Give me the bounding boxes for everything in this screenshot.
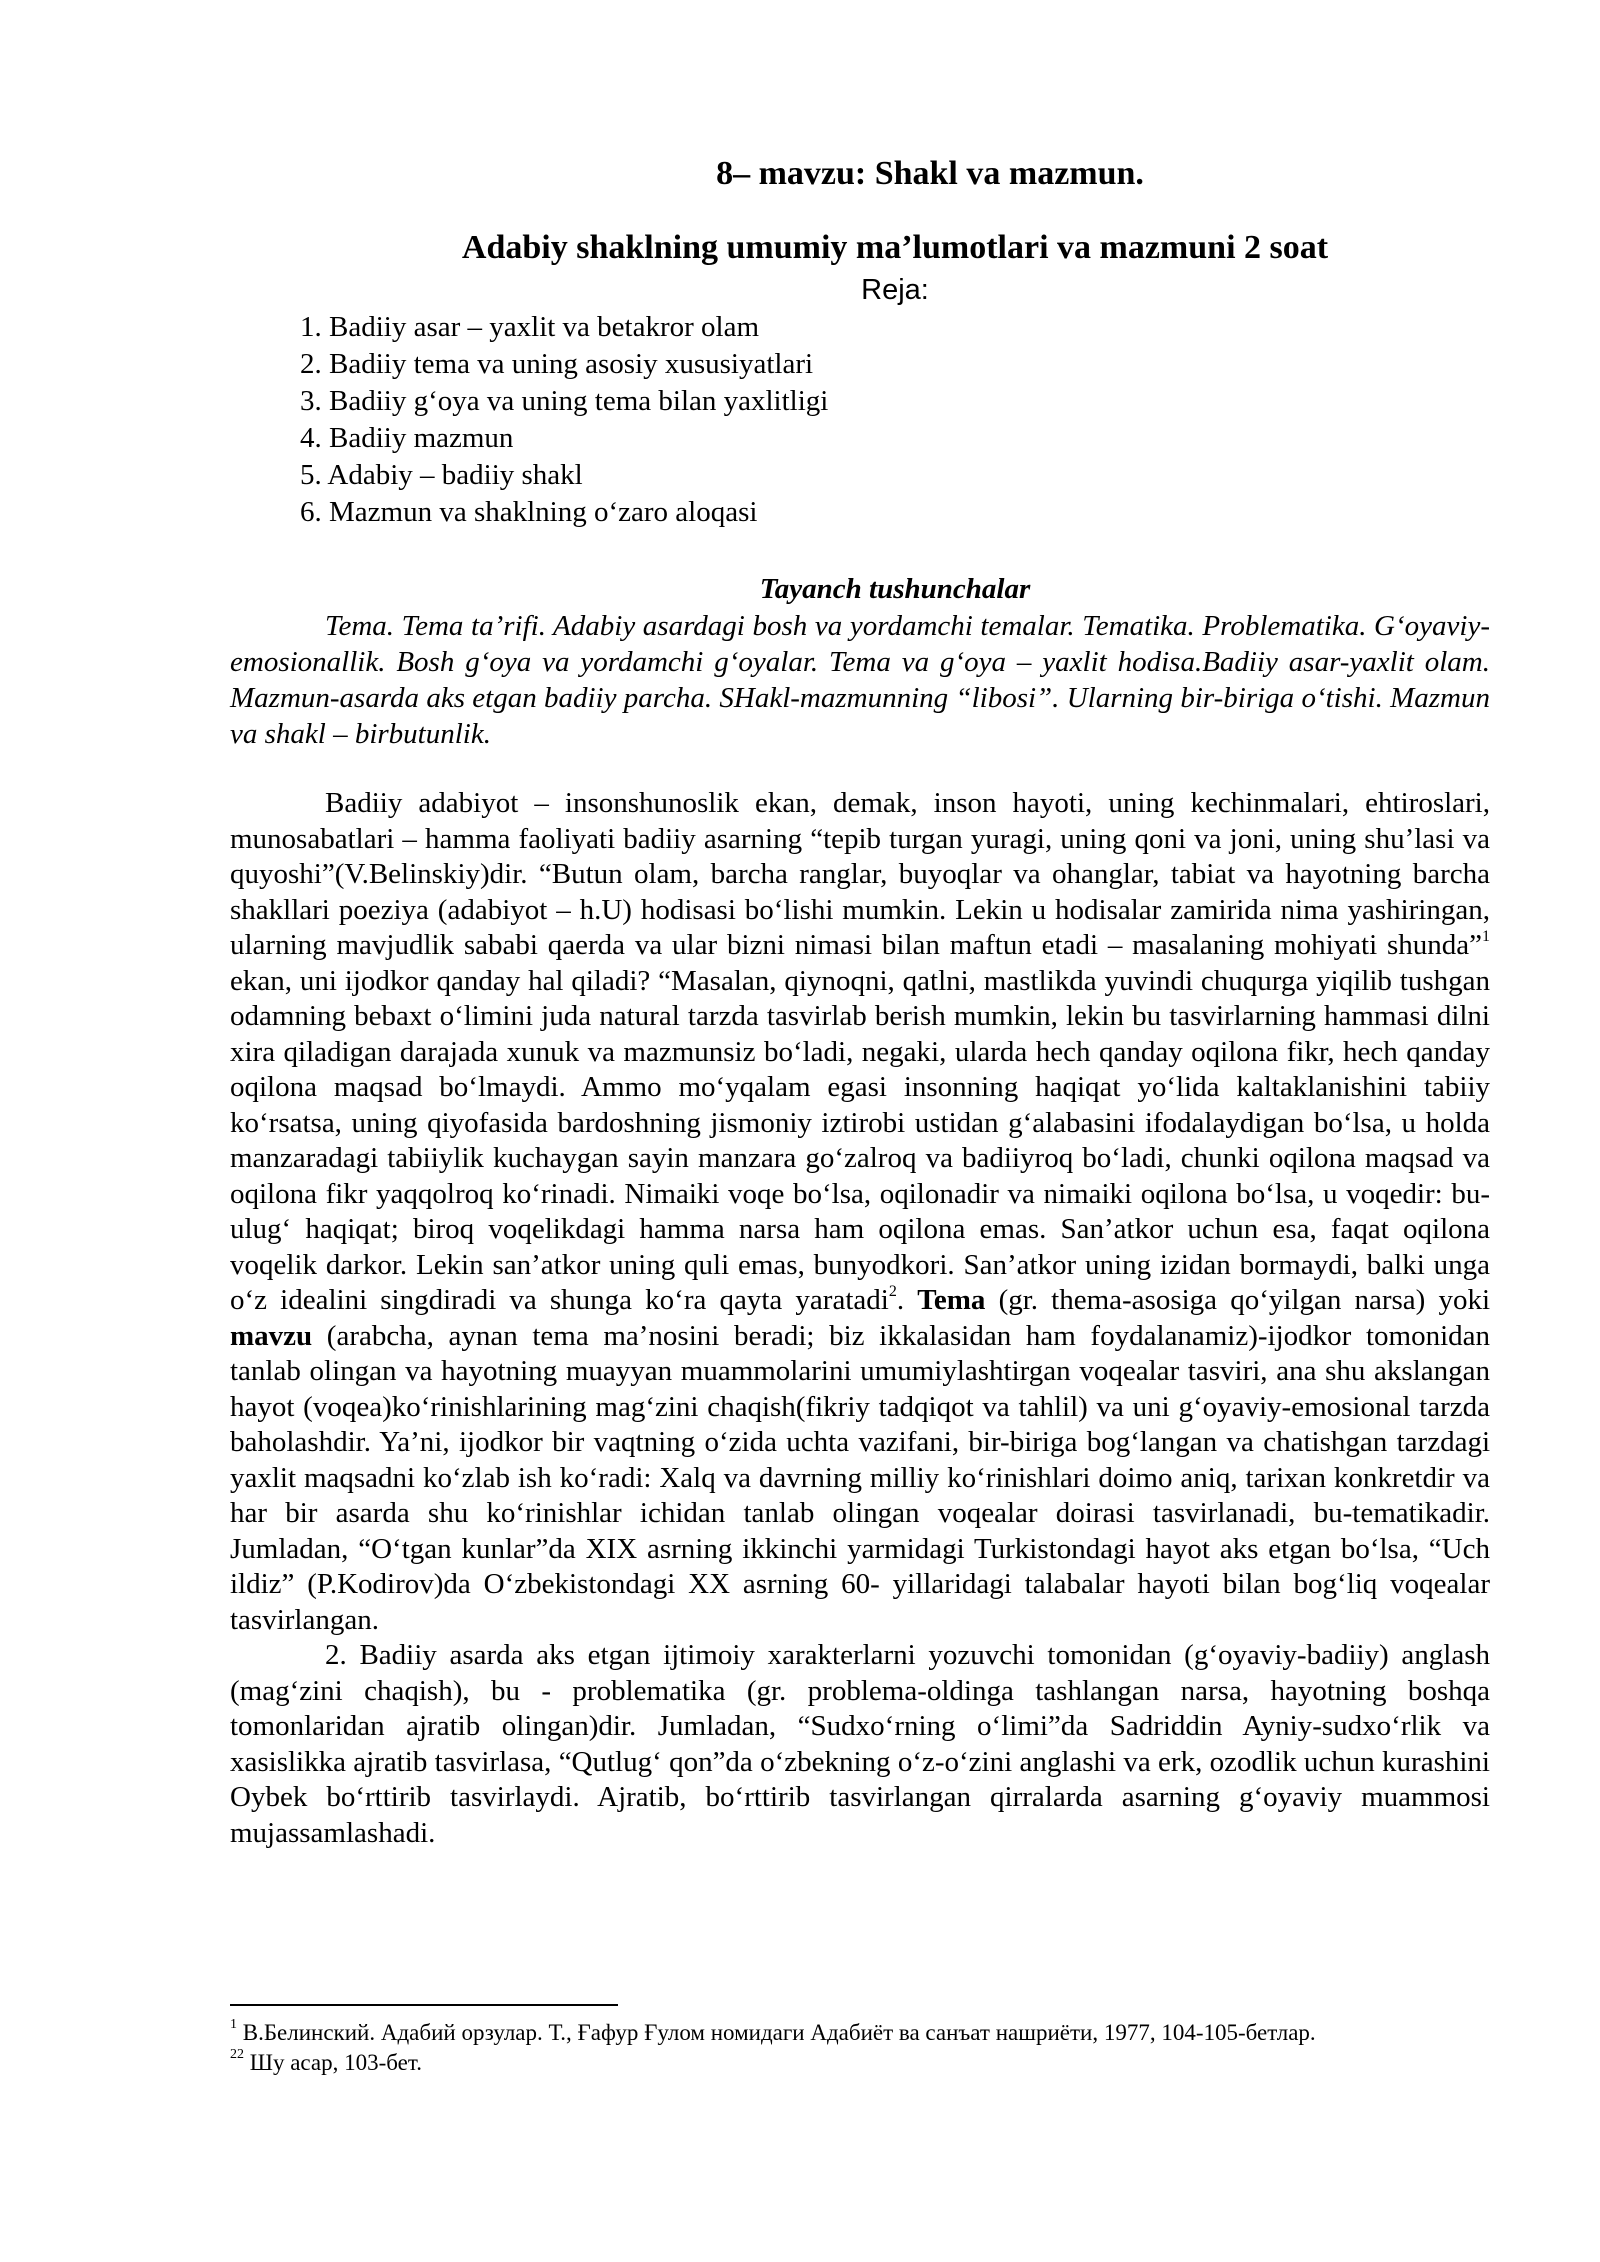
paragraph-2: 2. Badiiy asarda aks etgan ijtimoiy xarakterlarni yozuvchi tomonidan (g‘oyaviy-badiiy) anglash (mag‘zini chaqish), bu - problematika (gr. problema-oldinga tashlangan narsa, hayotning boshqa tomonlaridan ajratib olingan)dir. Jumladan, “Sudxo‘rning o‘limi”da Sadriddin Ayniy-sudxo‘rlik va xasislikka ajratib tasvirlasa, “Qutlug‘ qon”da o‘zbekning o‘z-o‘zini anglashi va erk, ozodlik uchun kurashini Oybek bo‘rttirib tasvirlaydi. Ajratib, bo‘rttirib tasvirlangan qirralarda asarning g‘oyaviy muammosi mujassamlashadi.: [230, 1639, 1490, 1849]
page-subtitle: [0, 226, 1600, 270]
footnote-text: В.Белинский. Адабий орзулар. Т., Ғафур Ғулом номидаги Адабиёт ва санъат нашриёти, 1977, 104-105-бетлар.: [237, 2020, 1316, 2045]
plan-list: [300, 309, 828, 531]
paragraph-text: ekan, uni ijodkor qanday hal qiladi? “Masalan, qiynoqni, qatlni, mastlikda yuvindi chuqurga yiqilib tushgan odamning bebaxt o‘limini juda natural tarzda tasvirlab berish mumkin, lekin bu tasvirlarning hammasi dilni xira qiladigan darajada xunuk va mazmunsiz bo‘ladi, negaki, ularda hech qanday oqilona fikr, hech qanday oqilona maqsad bo‘lmaydi. Ammo mo‘yqalam egasi insonning haqiqat yo‘lida kaltaklanishini tabiiy ko‘rsatsa, uning qiyofasida bardoshning jismoniy iztirobi ustidan g‘alabasini ifodalaydigan bo‘lsa, u holda manzaradagi tabiiylik kuchaygan sayin manzara go‘zalroq va badiiyroq bo‘ladi, chunki oqilona maqsad va oqilona fikr yaqqolroq ko‘rinadi. Nimaiki voqe bo‘lsa, oqilonadir va nimaiki oqilona bo‘lsa, u voqedir: bu-ulug‘ haqiqat; biroq voqelikdagi hamma narsa ham oqilona emas. San’atkor uchun esa, faqat oqilona voqelik darkor. Lekin san’atkor uning quli emas, bunyodkori. San’atkor uning izidan bormaydi, balki unga o‘z idealini singdiradi va shunga ko‘ra qayta yaratadi: [230, 964, 1490, 1316]
footnote-mark: 1: [230, 2017, 237, 2033]
keywords-heading-text: Tayanch tushunchalar: [759, 573, 1031, 605]
plan-item: 4. Badiiy mazmun: [300, 422, 514, 454]
title-text: 8– mavzu: Shakl va mazmun.: [716, 155, 1144, 192]
plan-label-text: Reja:: [861, 274, 929, 306]
footnote-mark: 22: [230, 2047, 244, 2063]
footnote-ref: 1: [1482, 928, 1490, 946]
footnote-ref: 2: [888, 1283, 897, 1301]
plan-item: 5. Adabiy – badiiy shakl: [300, 459, 583, 491]
paragraph-text: (gr. thema-asosiga qo‘yilgan narsa) yoki: [985, 1284, 1490, 1316]
footnote: [230, 2048, 1490, 2078]
page-title: [0, 152, 1600, 196]
paragraph-1: [230, 786, 1490, 1638]
subtitle-text: Adabiy shaklning umumiy ma’lumotlari va mazmuni 2 soat: [461, 229, 1329, 266]
plan-item: 3. Badiiy g‘oya va uning tema bilan yaxlitligi: [300, 385, 829, 417]
footnote: [230, 2018, 1490, 2048]
term-tema: Tema: [917, 1284, 986, 1316]
paragraph-text: .: [896, 1284, 918, 1316]
keywords-heading: [0, 571, 1600, 607]
plan-item: 1. Badiiy asar – yaxlit va betakror olam: [300, 311, 760, 343]
footnote-text: Шу асар, 103-бет.: [244, 2050, 422, 2075]
body-text: [230, 786, 1490, 1851]
paragraph-text: Badiiy adabiyot – insonshunoslik ekan, demak, inson hayoti, uning kechinmalari, ehtiroslari, munosabatlari – hamma faoliyati badiiy asarning “tepib turgan yuragi, uning qoni va joni, uning shu’lasi va quyoshi”(V.Belinskiy)dir. “Butun olam, barcha ranglar, buyoqlar va ohanglar, tabiat va hayotning barcha shakllari poeziya (adabiyot – h.U) hodisasi bo‘lishi mumkin. Lekin u hodisalar zamirida nima yashiringan, ularning mavjudlik sababi qaerda va ular bizni nimasi bilan maftun etadi – masalaning mohiyati shunda”: [230, 787, 1490, 961]
footnote-separator: [230, 2004, 618, 2006]
paragraph-text: (arabcha, aynan tema ma’nosini beradi; biz ikkalasidan ham foydalanamiz)-ijodkor tomonidan tanlab olingan va hayotning muayyan muammolarini umumiylashtirgan voqealar tasviri, ana shu akslangan hayot (voqea)ko‘rinishlarining mag‘zini chaqish(fikriy tadqiqot va tahlil) va uni g‘oyaviy-emosional tarzda baholashdir. Ya’ni, ijodkor bir vaqtning o‘zida uchta vazifani, bir-biriga bog‘langan va chatishgan tarzdagi yaxlit maqsadni ko‘zlab ish ko‘radi: Xalq va davrning milliy ko‘rinishlari doimo aniq, tarixan konkretdir va har bir asarda shu ko‘rinishlar ichidan tanlab olingan voqealar doirasi tasvirlanadi, bu-tematikadir. Jumladan, “O‘tgan kunlar”da XIX asrning ikkinchi yarmidagi Turkistondagi hayot aks etgan bo‘lsa, “Uch ildiz” (P.Kodirov)da O‘zbekistondagi XX asrning 60- yillaridagi talabalar hayoti bilan bog‘liq voqealar tasvirlangan.: [230, 1319, 1490, 1636]
keywords-text: Tema. Tema ta’rifi. Adabiy asardagi bosh va yordamchi temalar. Tematika. Problematika. G‘oyaviy-emosionallik. Bosh g‘oya va yordamchi g‘oyalar. Tema va g‘oya – yaxlit hodisa.Badiiy asar-yaxlit olam. Mazmun-asarda aks etgan badiiy parcha. SHakl-mazmunning “libosi”. Ularning bir-biriga o‘tishi. Mazmun va shakl – birbutunlik.: [230, 610, 1490, 750]
footnotes: [230, 2018, 1490, 2078]
plan-item: 6. Mazmun va shaklning o‘zaro aloqasi: [300, 496, 758, 528]
plan-item: 2. Badiiy tema va uning asosiy xususiyatlari: [300, 348, 814, 380]
term-mavzu: mavzu: [230, 1319, 313, 1352]
plan-label: [0, 272, 1600, 308]
